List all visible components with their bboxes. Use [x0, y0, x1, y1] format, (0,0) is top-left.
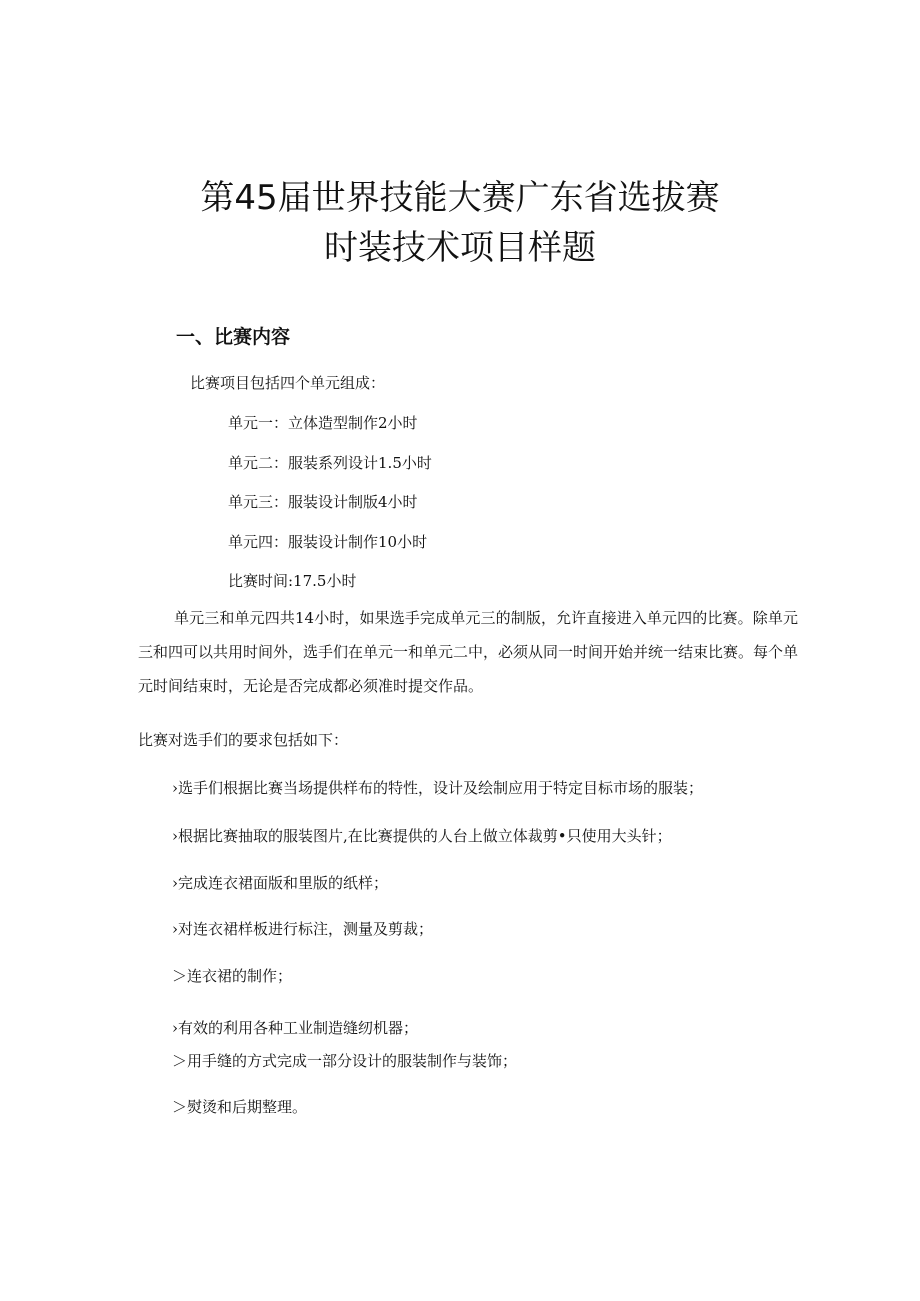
requirement-item: ＞熨烫和后期整理。	[172, 1098, 308, 1116]
unit-item: 单元二：服装系列设计1.5小时	[228, 454, 432, 472]
requirement-item: ›完成连衣裙面版和里版的纸样；	[172, 874, 389, 892]
section-intro: 比赛项目包括四个单元组成：	[190, 374, 386, 392]
requirement-item: ＞用手缝的方式完成一部分设计的服装制作与装饰；	[172, 1052, 518, 1070]
document-title-line-2: 时装技术项目样题	[324, 228, 596, 268]
unit-item: 单元三：服装设计制版4小时	[228, 493, 418, 511]
document-title-line-1: 第45届世界技能大赛广东省选拔赛	[200, 178, 720, 218]
section-heading: 一、比赛内容	[176, 326, 291, 348]
requirements-intro: 比赛对选手们的要求包括如下：	[138, 731, 349, 749]
requirement-item: ›根据比赛抽取的服装图片,在比赛提供的人台上做立体裁剪•只使用大头针；	[172, 827, 672, 845]
requirement-item: ›有效的利用各种工业制造缝纫机器；	[172, 1019, 419, 1037]
requirement-item: ›选手们根据比赛当场提供样布的特性，设计及绘制应用于特定目标市场的服装；	[172, 779, 704, 797]
requirement-item: ›对连衣裙样板进行标注，测量及剪裁；	[172, 920, 434, 938]
requirement-item: ＞连衣裙的制作；	[172, 967, 293, 985]
unit-item: 单元一：立体造型制作2小时	[228, 414, 418, 432]
total-time: 比赛时间:17.5小时	[228, 572, 357, 590]
body-paragraph: 单元三和单元四共14小时，如果选手完成单元三的制版，允许直接进入单元四的比赛。除单元三和四可以共用时间外，选手们在单元一和单元二中，必须从同一时间开始并统一结束比赛。每个单元时间结束时，无论是否完成都必须准时提交作品。	[138, 609, 799, 695]
unit-item: 单元四：服装设计制作10小时	[228, 533, 428, 551]
